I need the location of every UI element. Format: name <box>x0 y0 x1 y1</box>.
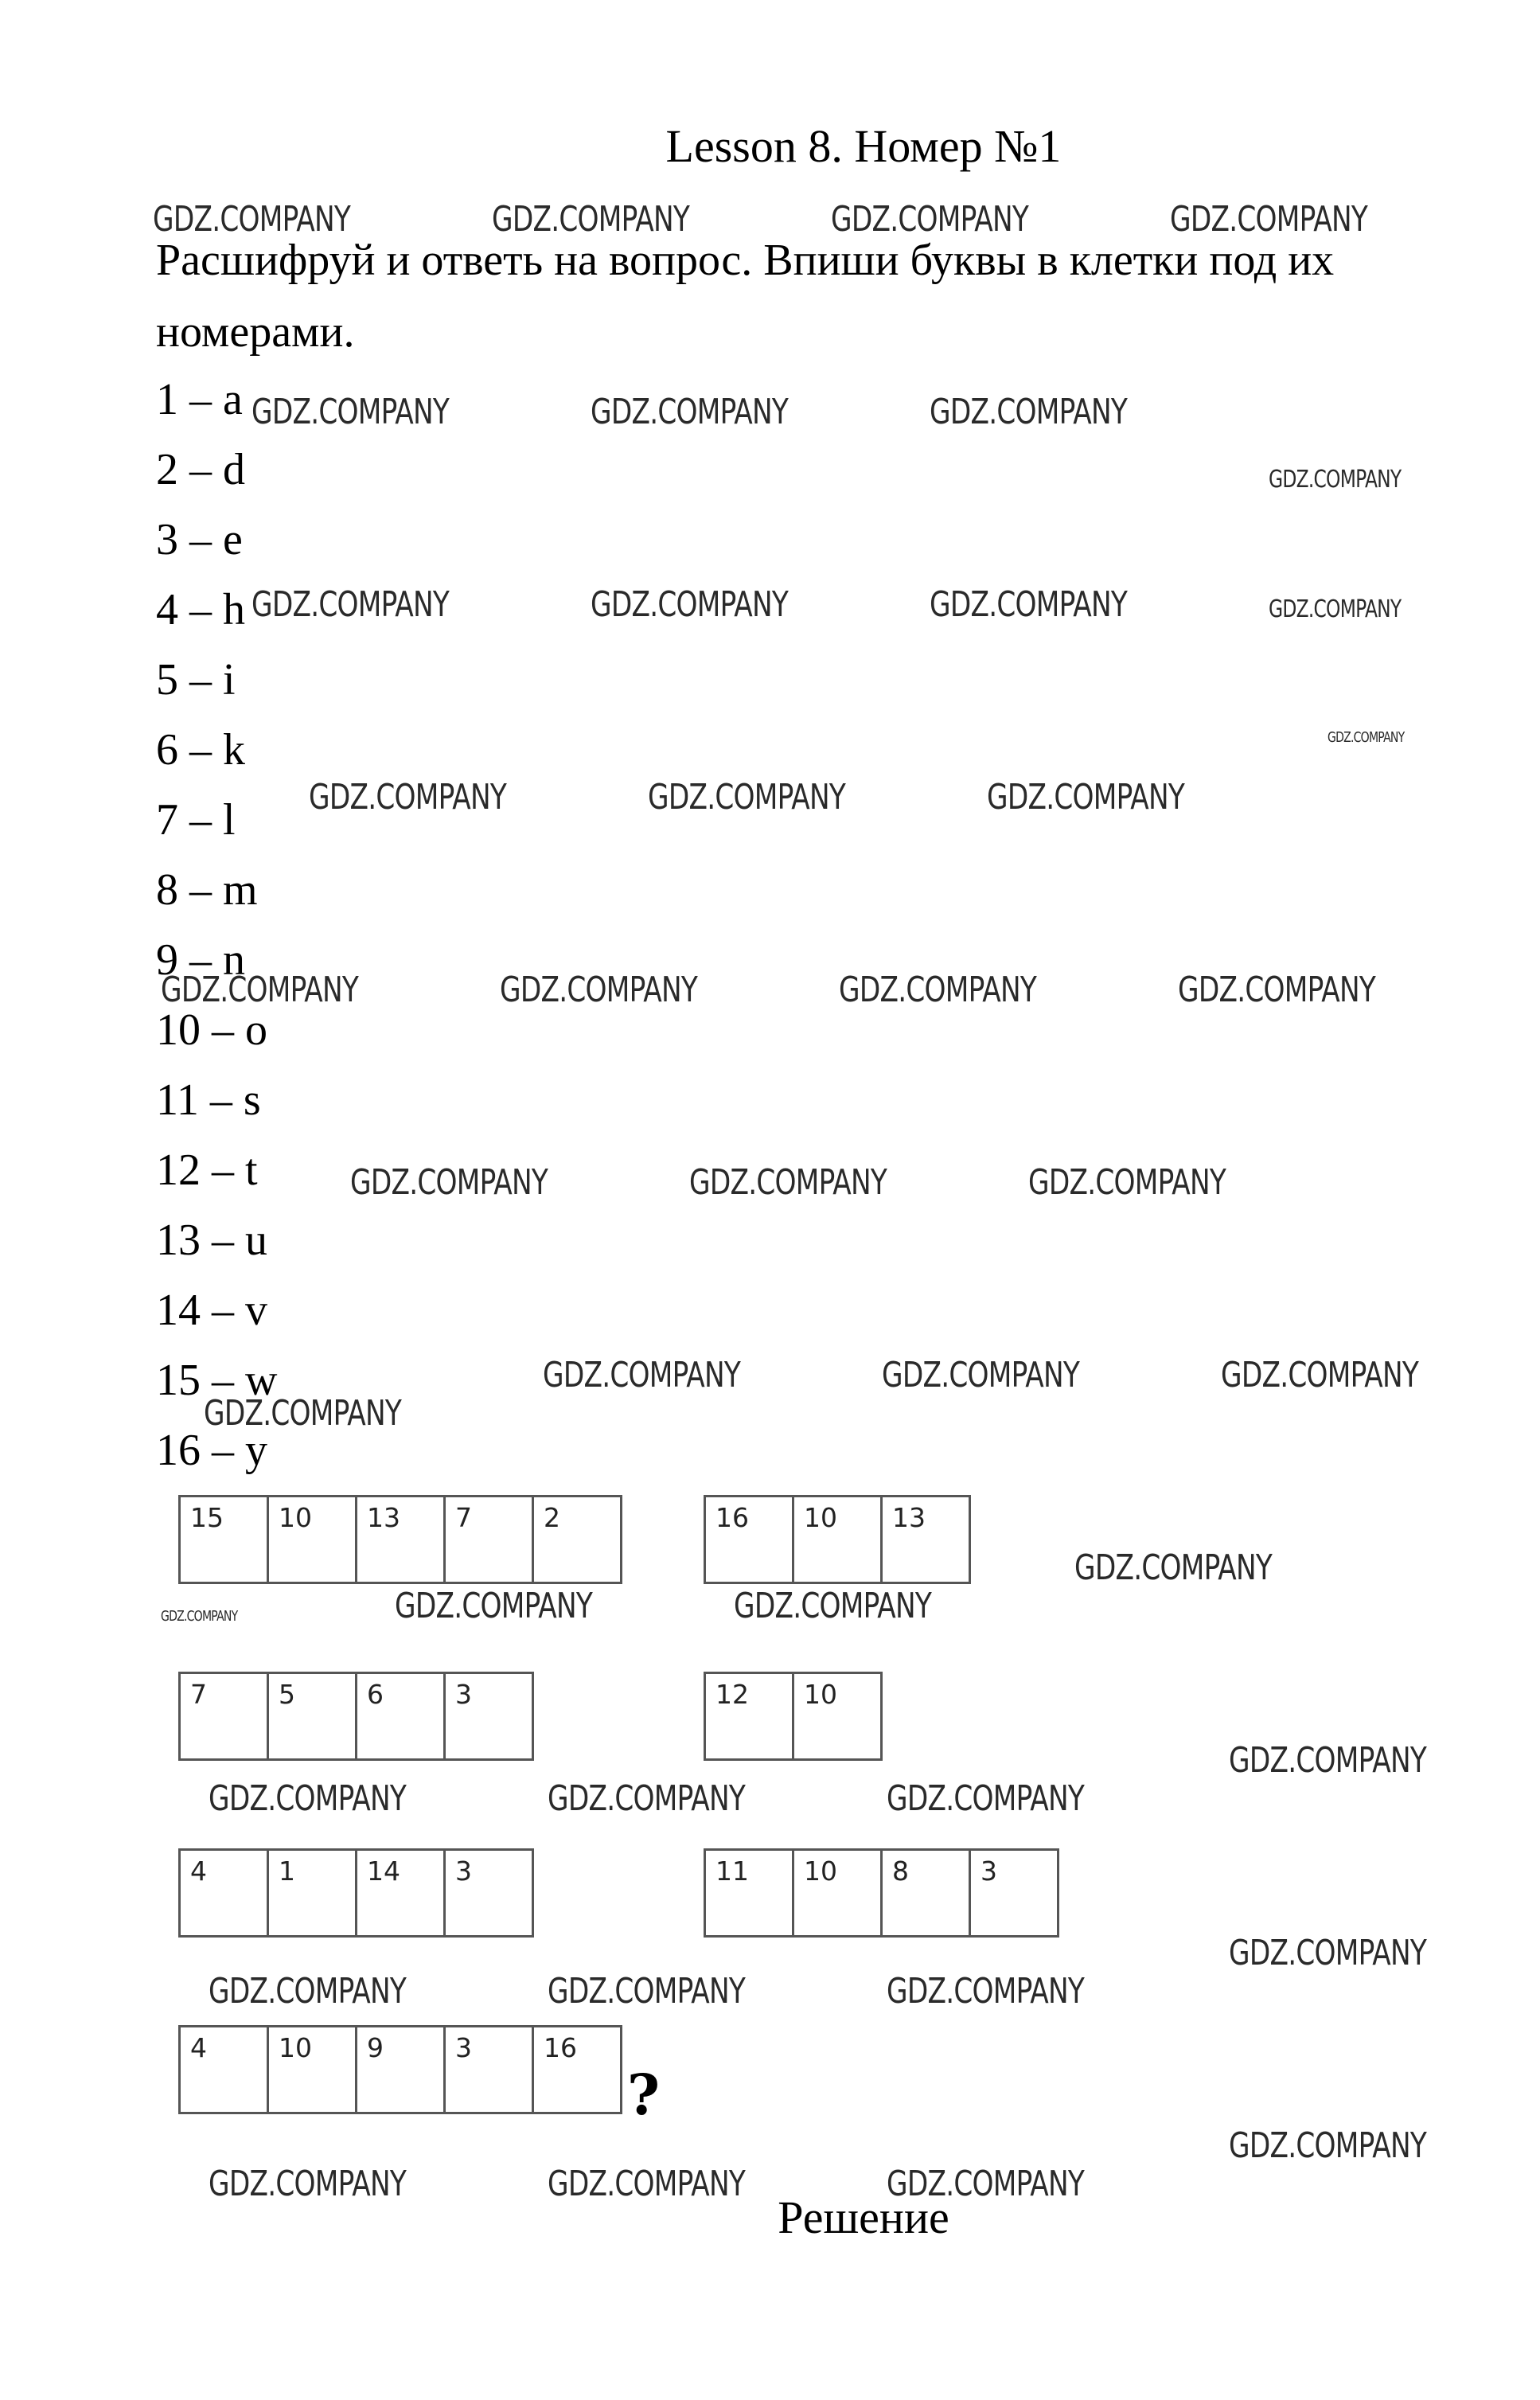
watermark-text: GDZ.COMPANY <box>1229 2125 1427 2166</box>
key-item: 11 – s <box>156 1075 261 1125</box>
key-item: 1 – a <box>156 375 243 424</box>
key-item: 16 – y <box>156 1426 267 1475</box>
letter-cell[interactable] <box>446 1497 534 1582</box>
letter-cell[interactable] <box>269 1497 357 1582</box>
letter-cell[interactable] <box>883 1851 971 1935</box>
page-title: Lesson 8. Номер №1 <box>665 120 1062 172</box>
word-grid-7 <box>178 2025 622 2114</box>
letter-cell[interactable] <box>181 1851 269 1935</box>
watermark-text: GDZ.COMPANY <box>930 584 1128 625</box>
letter-cell[interactable] <box>181 2027 269 2112</box>
cell-number: 16 <box>544 2032 577 2063</box>
watermark-text: GDZ.COMPANY <box>395 1586 593 1626</box>
word-grid-4 <box>704 1672 883 1761</box>
word-grid-6 <box>704 1848 1059 1938</box>
cell-number: 3 <box>455 1856 472 1887</box>
watermark-text: GDZ.COMPANY <box>1328 729 1405 746</box>
letter-cell[interactable] <box>794 1497 883 1582</box>
cell-number: 10 <box>804 1502 837 1533</box>
key-item: 6 – k <box>156 725 245 775</box>
letter-cell[interactable] <box>706 1674 794 1758</box>
cell-number: 2 <box>544 1502 560 1533</box>
watermark-text: GDZ.COMPANY <box>500 970 698 1010</box>
watermark-text: GDZ.COMPANY <box>251 584 450 625</box>
watermark-text: GDZ.COMPANY <box>887 1778 1085 1819</box>
letter-cell[interactable] <box>446 1674 532 1758</box>
cell-number: 5 <box>279 1679 295 1710</box>
cell-number: 3 <box>981 1856 997 1887</box>
cell-number: 13 <box>892 1502 926 1533</box>
watermark-text: GDZ.COMPANY <box>831 199 1029 240</box>
cell-number: 10 <box>804 1856 837 1887</box>
word-grid-5 <box>178 1848 534 1938</box>
cell-number: 9 <box>367 2032 384 2063</box>
letter-cell[interactable] <box>181 1674 269 1758</box>
letter-cell[interactable] <box>794 1674 880 1758</box>
letter-key-list <box>156 365 277 1485</box>
word-grid-3 <box>178 1672 534 1761</box>
watermark-text: GDZ.COMPANY <box>209 1778 407 1819</box>
cell-number: 10 <box>804 1679 837 1710</box>
word-grid-2 <box>704 1495 971 1584</box>
cell-number: 8 <box>892 1856 909 1887</box>
key-item: 3 – e <box>156 515 243 564</box>
watermark-text: GDZ.COMPANY <box>591 392 789 432</box>
watermark-text: GDZ.COMPANY <box>350 1162 548 1203</box>
watermark-text: GDZ.COMPANY <box>1074 1547 1273 1588</box>
cell-number: 10 <box>279 1502 312 1533</box>
watermark-text: GDZ.COMPANY <box>548 1971 746 2012</box>
cell-number: 7 <box>455 1502 472 1533</box>
letter-cell[interactable] <box>269 1674 357 1758</box>
watermark-text: GDZ.COMPANY <box>734 1586 932 1626</box>
watermark-text: GDZ.COMPANY <box>543 1355 741 1395</box>
key-item: 10 – o <box>156 1005 267 1055</box>
letter-cell[interactable] <box>794 1851 883 1935</box>
watermark-text: GDZ.COMPANY <box>1170 199 1368 240</box>
watermark-text: GDZ.COMPANY <box>1269 595 1402 623</box>
watermark-text: GDZ.COMPANY <box>987 777 1185 818</box>
key-item: 8 – m <box>156 865 258 915</box>
watermark-text: GDZ.COMPANY <box>153 199 351 240</box>
watermark-text: GDZ.COMPANY <box>309 777 507 818</box>
solution-heading: Решение <box>778 2191 949 2243</box>
cell-number: 6 <box>367 1679 384 1710</box>
key-item: 4 – h <box>156 585 245 634</box>
cell-number: 7 <box>190 1679 207 1710</box>
instruction-line-1: Расшифруй и ответь на вопрос. Впиши буквы в клетки под их <box>156 236 1335 285</box>
letter-cell[interactable] <box>181 1497 269 1582</box>
letter-cell[interactable] <box>357 2027 446 2112</box>
watermark-text: GDZ.COMPANY <box>492 199 690 240</box>
watermark-text: GDZ.COMPANY <box>1028 1162 1226 1203</box>
letter-cell[interactable] <box>446 1851 532 1935</box>
cell-number: 4 <box>190 2032 207 2063</box>
watermark-text: GDZ.COMPANY <box>887 2164 1085 2204</box>
cell-number: 16 <box>715 1502 749 1533</box>
watermark-text: GDZ.COMPANY <box>887 1971 1085 2012</box>
key-item: 2 – d <box>156 445 245 494</box>
watermark-text: GDZ.COMPANY <box>1269 466 1402 494</box>
watermark-text: GDZ.COMPANY <box>548 1778 746 1819</box>
key-item: 12 – t <box>156 1145 258 1195</box>
key-item: 15 – w <box>156 1356 278 1405</box>
watermark-text: GDZ.COMPANY <box>648 777 846 818</box>
instruction-line-2: номерами. <box>156 307 355 357</box>
watermark-text: GDZ.COMPANY <box>1229 1933 1427 1973</box>
watermark-text: GDZ.COMPANY <box>251 392 450 432</box>
watermark-text: GDZ.COMPANY <box>161 1608 238 1625</box>
letter-cell[interactable] <box>357 1851 446 1935</box>
watermark-text: GDZ.COMPANY <box>1178 970 1376 1010</box>
cell-number: 3 <box>455 2032 472 2063</box>
cell-number: 4 <box>190 1856 207 1887</box>
letter-cell[interactable] <box>706 1497 794 1582</box>
letter-cell[interactable] <box>534 1497 620 1582</box>
letter-cell[interactable] <box>883 1497 969 1582</box>
question-mark: ? <box>627 2062 661 2128</box>
watermark-text: GDZ.COMPANY <box>204 1393 402 1434</box>
watermark-text: GDZ.COMPANY <box>882 1355 1080 1395</box>
letter-cell[interactable] <box>357 1674 446 1758</box>
watermark-text: GDZ.COMPANY <box>1229 1740 1427 1781</box>
watermark-text: GDZ.COMPANY <box>209 2164 407 2204</box>
key-item: 7 – l <box>156 795 236 845</box>
key-item: 13 – u <box>156 1216 267 1265</box>
letter-cell[interactable] <box>446 2027 534 2112</box>
cell-number: 11 <box>715 1856 749 1887</box>
letter-cell[interactable] <box>269 1851 357 1935</box>
watermark-text: GDZ.COMPANY <box>548 2164 746 2204</box>
watermark-text: GDZ.COMPANY <box>689 1162 887 1203</box>
cell-number: 15 <box>190 1502 224 1533</box>
cell-number: 10 <box>279 2032 312 2063</box>
key-item: 5 – i <box>156 655 236 704</box>
letter-cell[interactable] <box>534 2027 620 2112</box>
watermark-text: GDZ.COMPANY <box>209 1971 407 2012</box>
letter-cell[interactable] <box>269 2027 357 2112</box>
cell-number: 3 <box>455 1679 472 1710</box>
watermark-text: GDZ.COMPANY <box>930 392 1128 432</box>
cell-number: 12 <box>715 1679 749 1710</box>
watermark-text: GDZ.COMPANY <box>591 584 789 625</box>
cell-number: 1 <box>279 1856 295 1887</box>
watermark-text: GDZ.COMPANY <box>839 970 1037 1010</box>
watermark-text: GDZ.COMPANY <box>1221 1355 1419 1395</box>
letter-cell[interactable] <box>971 1851 1057 1935</box>
cell-number: 14 <box>367 1856 400 1887</box>
cell-number: 13 <box>367 1502 400 1533</box>
watermark-text: GDZ.COMPANY <box>161 970 359 1010</box>
key-item: 9 – n <box>156 935 245 985</box>
key-item: 14 – v <box>156 1286 267 1335</box>
letter-cell[interactable] <box>357 1497 446 1582</box>
letter-cell[interactable] <box>706 1851 794 1935</box>
word-grid-1 <box>178 1495 622 1584</box>
